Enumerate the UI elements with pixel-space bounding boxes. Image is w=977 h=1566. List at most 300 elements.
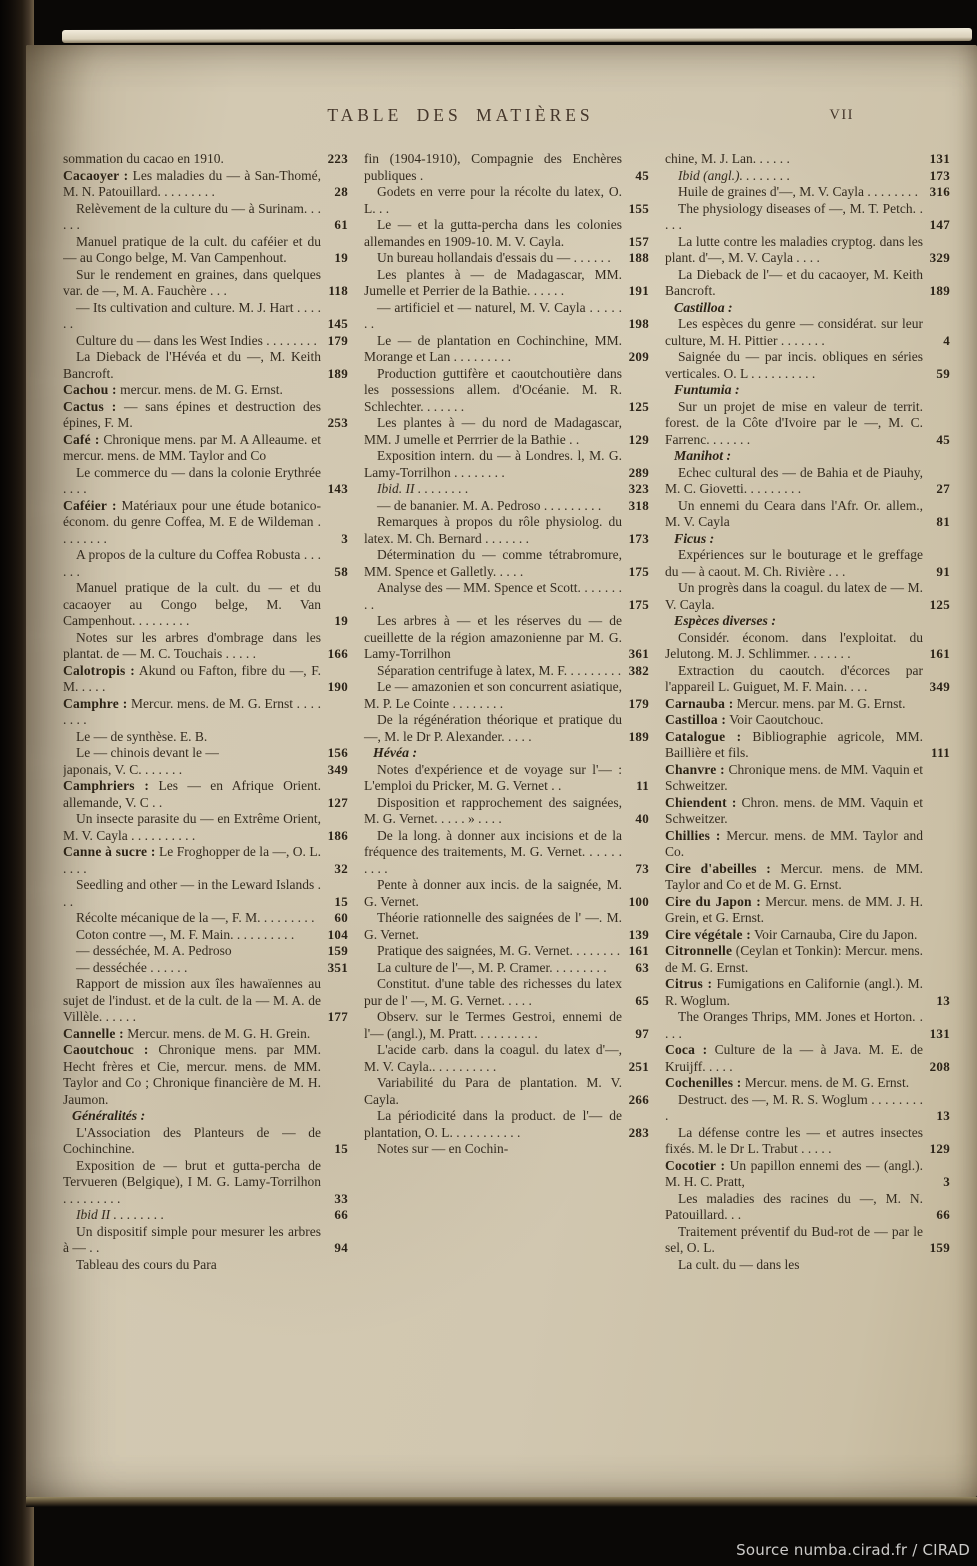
toc-entry-page-number: 188	[628, 250, 649, 265]
toc-entry	[364, 795, 649, 828]
toc-entry-page-number: 156	[327, 745, 348, 760]
toc-entry-text: Mercur. mens. de M. G. Ernst . . . . . . . .	[63, 695, 322, 727]
toc-entry	[364, 679, 649, 712]
toc-entry	[63, 1042, 348, 1108]
toc-entry-page-number: 33	[334, 1190, 348, 1206]
toc-entry-text: Exposition de — brut et gutta-percha de Tervueren (Belgique), I M. G. Lamy-Torrilhon . . . . . . . . .	[63, 1157, 321, 1206]
toc-entry-text: Sur le rendement en graines, dans quelques var. de —, M. A. Fauchère . . .	[63, 266, 321, 298]
toc-entry-text: Les maladies du — à San-Thomé, M. N. Patouillard. . . . . . . . .	[63, 167, 321, 199]
toc-entry	[665, 1224, 950, 1257]
toc-entry-text: La Dieback de l'Hévéa et du —, M. Keith Bancroft.	[63, 349, 321, 381]
toc-entry-page-number: 323	[628, 481, 649, 496]
toc-entry-term: Cire végétale :	[665, 926, 751, 942]
toc-entry	[364, 481, 649, 498]
toc-entry-text: Fumigations en Californie (angl.). M. R. Woglum.	[665, 976, 923, 1008]
toc-entry-text: Sur un projet de mise en valeur de territ. forest. de la Côte d'Ivoire par le —, M. C. Farrenc. . . . . . .	[665, 398, 923, 447]
toc-entry-text: Ibid II . . . . . . . .	[76, 1207, 165, 1222]
toc-entry-text: Godets en verre pour la récolte du latex, O. L. . .	[364, 184, 622, 216]
toc-entry	[364, 877, 649, 910]
toc-entry-text: Pente à donner aux incis. de la saignée, M. G. Vernet.	[364, 877, 622, 909]
toc-entry-text: De la long. à donner aux incisions et de la fréquence des traitements, M. G. Vernet. . . . . . . . . .	[364, 827, 622, 876]
toc-entry-text: mercur. mens. de M. G. Ernst.	[116, 382, 283, 397]
toc-entry-page-number: 289	[628, 464, 649, 480]
toc-entry-text: Production guttifère et caoutchoutière dans les possessions allem. d'Océanie. M. R. Schlechter. . . . . . .	[364, 365, 622, 414]
toc-entry-text: Mercur. mens. par M. G. Ernst.	[733, 695, 906, 711]
toc-entry-text: La cult. du — dans les	[678, 1256, 800, 1272]
toc-entry-page-number: 15	[334, 893, 348, 909]
toc-entry-page-number: 186	[327, 827, 348, 843]
toc-entry	[665, 1042, 950, 1075]
toc-entry-term: Caféier :	[63, 497, 117, 513]
toc-column-2	[364, 151, 649, 1401]
toc-entry	[665, 1092, 950, 1125]
toc-entry-text: Théorie rationnelle des saignées de l' —. M. G. Vernet.	[364, 910, 622, 942]
toc-entry-text: Le — de synthèse. E. B.	[76, 728, 208, 744]
toc-entry-text: Huile de graines d'—, M. V. Cayla . . . . . . . .	[678, 184, 919, 199]
toc-entry	[63, 927, 348, 944]
toc-entry	[364, 1075, 649, 1108]
toc-entry	[364, 910, 649, 943]
toc-entry-page-number: 329	[929, 250, 950, 265]
toc-entry	[63, 1257, 348, 1274]
toc-entry-page-number: 190	[327, 679, 348, 694]
toc-entry-text: Coton contre —, M. F. Main. . . . . . . . . .	[76, 926, 295, 942]
toc-entry-text: Le commerce du — dans la colonie Erythrée . . . .	[63, 464, 321, 496]
toc-entry	[63, 663, 348, 696]
toc-entry-page-number: 125	[929, 596, 950, 612]
toc-entry-text: Funtumia :	[674, 382, 740, 397]
toc-entry-text: Expériences sur le bouturage et le greffage du — à caout. M. Ch. Rivière . . .	[665, 547, 923, 579]
page-title: TABLE DES MATIÈRES	[327, 105, 594, 125]
page-bottom-edge	[26, 1497, 977, 1507]
toc-entry-text: Récolte mécanique de la —, F. M. . . . . . . . .	[76, 910, 315, 925]
toc-entry	[63, 234, 348, 267]
toc-entry	[665, 267, 950, 300]
toc-entry-page-number: 179	[327, 332, 348, 348]
toc-entry-page-number: 4	[943, 332, 950, 348]
toc-entry	[63, 943, 348, 960]
toc-entry-page-number: 65	[635, 992, 649, 1008]
toc-entry	[665, 976, 950, 1009]
toc-entry-page-number: 253	[327, 415, 348, 430]
toc-entry-page-number: 173	[929, 167, 950, 183]
toc-entry	[665, 201, 950, 234]
toc-entry	[364, 514, 649, 547]
toc-entry-text: Généralités :	[72, 1108, 146, 1123]
toc-section-heading	[665, 300, 950, 317]
toc-entry-text: Relèvement de la culture du — à Surinam. . . . . .	[63, 200, 321, 232]
toc-entry-term: Canne à sucre :	[63, 844, 156, 859]
toc-entry-text: (Ceylan et Tonkin): Mercur. mens. de M. G. Ernst.	[665, 943, 923, 975]
toc-entry-page-number: 208	[929, 1058, 950, 1074]
toc-entry-page-number: 59	[936, 365, 950, 381]
toc-entry	[665, 1191, 950, 1224]
toc-entry-text: Variabilité du Para de plantation. M. V. Cayla.	[364, 1075, 622, 1107]
toc-entry	[665, 1075, 950, 1092]
toc-entry-text: Ibid (angl.). . . . . . . .	[678, 167, 791, 183]
toc-entry	[364, 333, 649, 366]
toc-entry-page-number: 28	[334, 184, 348, 199]
toc-entry	[665, 828, 950, 861]
toc-entry-text: Notes sur — en Cochin-	[377, 1141, 509, 1156]
toc-entry	[63, 844, 348, 877]
toc-section-heading	[63, 1108, 348, 1125]
toc-entry-text: Mercur. mens. de M. G. H. Grein.	[123, 1025, 311, 1041]
toc-entry-page-number: 161	[628, 943, 649, 958]
toc-entry-text: Notes sur les arbres d'ombrage dans les plantat. de — M. C. Touchais . . . . .	[63, 629, 321, 661]
toc-entry	[63, 1125, 348, 1158]
toc-entry-page-number: 351	[327, 959, 348, 975]
toc-entry-text: Culture de la — à Java. M. E. de Kruijff. . . . .	[665, 1042, 924, 1074]
toc-entry	[364, 250, 649, 267]
toc-entry-text: Castilloa :	[674, 299, 733, 315]
toc-entry	[63, 696, 348, 729]
toc-entry-text: Mercur. mens. de M. G. Ernst.	[741, 1075, 910, 1090]
toc-entry-page-number: 139	[628, 926, 649, 942]
toc-entry-text: chine, M. J. Lan. . . . . .	[665, 151, 790, 166]
toc-entry	[364, 943, 649, 960]
toc-entry-text: Extraction du caoutch. d'écorces par l'appareil L. Guiguet, M. F. Main. . . .	[665, 662, 923, 694]
toc-entry-page-number: 349	[327, 761, 348, 777]
toc-entry-page-number: 91	[936, 563, 950, 579]
toc-entry-text: Un bureau hollandais d'essais du — . . . . . .	[377, 250, 611, 265]
toc-entry-page-number: 40	[635, 811, 649, 826]
toc-entry	[364, 1108, 649, 1141]
toc-entry-page-number: 191	[628, 283, 649, 298]
toc-entry	[665, 696, 950, 713]
toc-entry-page-number: 73	[635, 860, 649, 876]
toc-entry	[665, 795, 950, 828]
toc-entry-page-number: 66	[334, 1207, 348, 1222]
toc-entry-page-number: 129	[929, 1141, 950, 1156]
toc-entry-term: Chanvre :	[665, 761, 725, 777]
toc-entry	[63, 630, 348, 663]
toc-entry	[63, 432, 348, 465]
toc-entry-term: Camphriers :	[63, 778, 150, 793]
toc-entry-text: La lutte contre les maladies cryptog. dans les plant. d'—, M. V. Cayla . . . .	[665, 233, 923, 265]
toc-entry-page-number: 3	[341, 530, 348, 546]
toc-entry-text: Observ. sur le Termes Gestroi, ennemi de l'— (angl.), M. Pratt. . . . . . . . . .	[364, 1009, 622, 1041]
toc-entry-page-number: 161	[929, 646, 950, 661]
toc-entry	[364, 184, 649, 217]
toc-entry	[63, 465, 348, 498]
toc-entry-page-number: 251	[628, 1058, 649, 1074]
toc-entry-page-number: 63	[635, 959, 649, 975]
toc-entry-page-number: 159	[327, 943, 348, 958]
toc-entry-page-number: 361	[628, 646, 649, 661]
toc-entry-text: Un papillon ennemi des — (angl.). M. H. C. Pratt,	[665, 1157, 923, 1189]
toc-entry-text: Voir Caoutchouc.	[726, 712, 824, 727]
toc-entry-page-number: 19	[334, 250, 348, 265]
toc-entry	[364, 1042, 649, 1075]
toc-column-1	[63, 151, 348, 1401]
toc-entry-text: Echec cultural des — de Bahia et de Piauhy, M. C. Giovetti. . . . . . . . .	[665, 464, 923, 496]
toc-entry-text: Notes d'expérience et de voyage sur l'— : L'emploi du Pricker, M. G. Vernet . .	[364, 761, 622, 793]
toc-entry-page-number: 198	[628, 316, 649, 331]
toc-entry	[665, 927, 950, 944]
toc-entry-page-number: 45	[635, 167, 649, 183]
toc-entry-page-number: 349	[929, 679, 950, 694]
toc-entry-text: Les — en Afrique Orient. allemande, V. C . .	[63, 778, 321, 810]
toc-entry-term: Catalogue :	[665, 728, 742, 744]
toc-entry	[665, 894, 950, 927]
toc-entry-page-number: 189	[929, 283, 950, 298]
toc-entry-term: Cachou :	[63, 382, 117, 397]
toc-entry	[665, 349, 950, 382]
toc-entry-text: Un ennemi du Ceara dans l'Afr. Or. allem., M. V. Cayla	[665, 497, 923, 529]
toc-entry-text: The Oranges Thrips, MM. Jones et Horton. . . . .	[665, 1009, 923, 1041]
toc-entry	[665, 547, 950, 580]
toc-entry	[63, 778, 348, 811]
toc-entry	[63, 151, 348, 168]
toc-entry	[364, 498, 649, 515]
toc-entry-term: Cochenilles :	[665, 1075, 742, 1090]
toc-entry-text: — de bananier. M. A. Pedroso . . . . . . . . .	[377, 497, 602, 513]
toc-entry-page-number: 60	[334, 910, 348, 925]
toc-entry-page-number: 127	[327, 794, 348, 810]
toc-entry-text: Mercur. mens. de MM. Taylor and Co et de M. G. Ernst.	[665, 860, 923, 892]
toc-entry-text: Un insecte parasite du — en Extrême Orient, M. V. Cayla . . . . . . . . . .	[63, 811, 321, 843]
toc-entry-page-number: 173	[628, 530, 649, 546]
toc-entry-text: A propos de la culture du Coffea Robusta . . . . . .	[63, 547, 321, 579]
toc-entry-term: Camphre :	[63, 695, 128, 711]
toc-entry	[63, 267, 348, 300]
toc-entry	[63, 910, 348, 927]
toc-section-heading	[665, 448, 950, 465]
toc-entry-text: La Dieback de l'— et du cacaoyer, M. Keith Bancroft.	[665, 266, 923, 298]
toc-entry	[63, 333, 348, 350]
toc-entry-text: Remarques à propos du rôle physiolog. du latex. M. Ch. Bernard . . . . . . .	[364, 514, 622, 546]
toc-entry	[364, 828, 649, 878]
toc-entry-text: Rapport de mission aux îles hawaïennes au sujet de l'indust. et de la cult. de la — M. A. de Villèle. . . . . .	[63, 976, 321, 1024]
toc-entry	[364, 1141, 649, 1158]
toc-entry	[63, 382, 348, 399]
toc-entry	[63, 1207, 348, 1224]
toc-entry-page-number: 175	[628, 563, 649, 579]
toc-entry-page-number: 11	[636, 778, 649, 793]
toc-entry-text: Le — de plantation en Cochinchine, MM. Morange et Lan . . . . . . . . .	[364, 332, 622, 364]
toc-entry	[665, 580, 950, 613]
toc-entry-text: Saignée du — par incis. obliques en séries verticales. O. L . . . . . . . . . .	[665, 349, 923, 381]
source-credit: Source numba.cirad.fr / CIRAD	[736, 1541, 970, 1559]
toc-entry-term: Caoutchouc :	[63, 1042, 149, 1057]
toc-entry	[364, 663, 649, 680]
toc-entry-page-number: 209	[628, 349, 649, 364]
toc-entry	[665, 1158, 950, 1191]
toc-entry	[63, 1158, 348, 1208]
toc-entry-page-number: 143	[327, 481, 348, 496]
toc-entry-text: Les plantes à — du nord de Madagascar, MM. J umelle et Perrrier de la Bathie . .	[364, 415, 622, 447]
page-content	[26, 45, 977, 1401]
toc-entry-page-number: 27	[936, 481, 950, 496]
toc-entry-page-number: 118	[328, 283, 348, 298]
toc-entry-text: — desséchée, M. A. Pedroso	[76, 943, 232, 958]
toc-entry	[665, 184, 950, 201]
toc-entry-page-number: 45	[936, 431, 950, 447]
toc-entry	[63, 729, 348, 746]
toc-entry-text: Séparation centrifuge à latex, M. F. . . . . . . . .	[377, 662, 622, 678]
toc-entry	[63, 201, 348, 234]
toc-entry-page-number: 61	[334, 217, 348, 232]
toc-entry-text: Ibid. II . . . . . . . .	[377, 481, 469, 496]
toc-entry	[665, 465, 950, 498]
toc-entry-page-number: 129	[628, 431, 649, 447]
toc-entry-text: Chron. mens. de MM. Vaquin et Schweitzer.	[665, 794, 923, 826]
toc-entry-page-number: 81	[936, 514, 950, 529]
toc-entry-text: — artificiel et — naturel, M. V. Cayla . . . . . . .	[364, 299, 622, 331]
toc-entry-text: Tableau des cours du Para	[76, 1256, 217, 1272]
toc-entry	[364, 762, 649, 795]
toc-entry-text: Les arbres à — et les réserves du — de cueillette de la région amazonienne par M. G. Lamy-Torrilhon	[364, 613, 622, 661]
toc-entry-page-number: 223	[327, 151, 348, 166]
folio-number: VII	[829, 107, 854, 123]
toc-entry	[665, 729, 950, 762]
toc-entry-text: Détermination du — comme tétrabromure, MM. Spence et Galletly. . . . .	[364, 547, 622, 579]
toc-entry-text: Constitut. d'une table des richesses du latex pur de l' —, M. G. Vernet. . . . .	[364, 976, 622, 1008]
toc-entry	[63, 498, 348, 548]
toc-entry-page-number: 104	[327, 926, 348, 942]
toc-entry-page-number: 3	[943, 1174, 950, 1189]
toc-entry-text: Voir Carnauba, Cire du Japon.	[750, 926, 918, 942]
toc-entry-text: Manuel pratique de la cult. du caféier et du — au Congo belge, M. Van Campenhout.	[63, 233, 321, 265]
toc-entry	[63, 168, 348, 201]
toc-entry	[364, 960, 649, 977]
toc-entry-text: Le — et la gutta-percha dans les colonies allemandes en 1909-10. M. V. Cayla.	[364, 217, 622, 249]
toc-entry-text: Akund ou Fafton, fibre du —, F. M. . . . .	[63, 662, 321, 694]
toc-entry-text: Manihot :	[674, 448, 732, 463]
toc-entry-term: Chiendent :	[665, 794, 737, 810]
toc-entry-page-number: 316	[929, 184, 950, 199]
toc-entry	[63, 877, 348, 910]
toc-entry-text: japonais, V. C. . . . . . .	[63, 761, 183, 777]
toc-entry-text: Le — chinois devant le —	[76, 745, 219, 760]
toc-entry-page-number: 189	[628, 728, 649, 744]
toc-entry-page-number: 131	[929, 151, 950, 166]
toc-entry-text: La culture de l'—, M. P. Cramer. . . . . . . . .	[377, 959, 607, 975]
toc-entry-text: Manuel pratique de la cult. du — et du cacaoyer au Congo belge, M. Van Campenhout. . . . . . . . .	[63, 580, 321, 628]
toc-entry-text: Considér. économ. dans l'exploitat. du Jelutong. M. J. Schlimmer. . . . . . .	[665, 629, 923, 661]
toc-entry-term: Castilloa :	[665, 712, 727, 727]
toc-entry-page-number: 147	[929, 217, 950, 232]
toc-entry-page-number: 111	[931, 745, 950, 760]
toc-entry-text: La périodicité dans la product. de l'— de plantation, O. L. . . . . . . . . . .	[364, 1108, 622, 1140]
toc-entry-page-number: 283	[628, 1124, 649, 1140]
toc-entry-text: Chronique mens. de MM. Vaquin et Schweitzer.	[665, 761, 923, 793]
toc-entry	[665, 234, 950, 267]
toc-entry-text: The physiology diseases of —, M. T. Petch. . . . .	[665, 200, 923, 232]
toc-entry-text: Culture du — dans les West Indies . . . . . . . .	[76, 332, 317, 348]
toc-entry-text: De la régénération théorique et pratique du —, M. le Dr P. Alexander. . . . .	[364, 712, 622, 744]
toc-entry-page-number: 131	[929, 1025, 950, 1041]
toc-entry	[364, 448, 649, 481]
book-page	[26, 45, 977, 1497]
toc-entry-page-number: 318	[628, 497, 649, 513]
toc-entry	[364, 151, 649, 184]
toc-entry-text: Traitement préventif du Bud-rot de — par le sel, O. L.	[665, 1223, 923, 1255]
toc-entry-term: Cire d'abeilles :	[665, 860, 771, 876]
toc-entry	[364, 267, 649, 300]
toc-entry-text: Seedling and other — in the Leward Islands . . .	[63, 877, 321, 909]
toc-entry	[665, 1125, 950, 1158]
toc-column-3	[665, 151, 950, 1401]
toc-entry	[63, 976, 348, 1026]
toc-entry-term: Carnauba :	[665, 695, 734, 711]
toc-entry	[665, 151, 950, 168]
toc-entry-term: Citronnelle	[665, 943, 733, 958]
toc-entry-page-number: 166	[327, 646, 348, 661]
toc-entry-page-number: 175	[628, 596, 649, 612]
toc-entry	[63, 300, 348, 333]
toc-entry-page-number: 66	[936, 1207, 950, 1222]
toc-section-heading	[665, 382, 950, 399]
toc-entry	[63, 547, 348, 580]
toc-entry	[665, 399, 950, 449]
toc-entry	[665, 498, 950, 531]
toc-entry	[665, 762, 950, 795]
toc-entry-text: Pratique des saignées, M. G. Vernet. . . . . . . .	[377, 943, 621, 958]
toc-entry-text: Chronique mens. par MM. Hecht frères et Cie, mercur. mens. de MM. Taylor and Co ; Chronique financière de M. H. Jaumon.	[63, 1042, 321, 1107]
toc-entry	[364, 217, 649, 250]
toc-entry-page-number: 94	[334, 1240, 348, 1255]
toc-entry-page-number: 159	[929, 1240, 950, 1255]
toc-entry-text: Bibliographie agricole, MM. Baillière et fils.	[665, 728, 923, 760]
toc-section-heading	[364, 745, 649, 762]
toc-entry-text: Disposition et rapprochement des saignées, M. G. Vernet. . . . . » . . . .	[364, 794, 622, 826]
toc-entry-text: — Its cultivation and culture. M. J. Hart . . . . . .	[63, 299, 321, 331]
toc-entry-text: L'acide carb. dans la coagul. du latex d'—, M. V. Cayla.. . . . . . . . . .	[364, 1042, 622, 1074]
toc-entry-page-number: 19	[334, 613, 348, 628]
toc-section-heading	[665, 613, 950, 630]
toc-entry-text: Mercur. mens. de MM. J. H. Grein, et G. Ernst.	[665, 893, 923, 925]
toc-entry-page-number: 157	[628, 233, 649, 249]
toc-entry	[665, 861, 950, 894]
toc-entry-term: Citrus :	[665, 976, 713, 991]
toc-entry	[63, 762, 348, 779]
toc-entry	[364, 415, 649, 448]
toc-entry-text: Destruct. des —, M. R. S. Woglum . . . . . . . . .	[665, 1091, 923, 1123]
toc-entry-text: L'Association des Planteurs de — de Cochinchine.	[63, 1124, 321, 1156]
toc-entry-text: Matériaux pour une étude botanico-économ. du genre Coffea, M. E de Wildeman . . . . . . . .	[63, 497, 321, 546]
toc-entry-term: Coca :	[665, 1042, 708, 1057]
toc-entry-text: Les maladies des racines du —, M. N. Patouillard. . .	[665, 1190, 923, 1222]
toc-entry-page-number: 58	[334, 563, 348, 579]
toc-entry	[364, 712, 649, 745]
toc-entry-text: — sans épines et destruction des épines, F. M.	[63, 398, 321, 430]
toc-entry	[665, 630, 950, 663]
toc-entry-page-number: 100	[628, 893, 649, 909]
toc-entry-text: Le — amazonien et son concurrent asiatique, M. P. Le Cointe . . . . . . . .	[364, 679, 622, 711]
toc-entry	[665, 943, 950, 976]
toc-entry	[364, 1009, 649, 1042]
toc-entry	[63, 580, 348, 630]
toc-entry	[665, 663, 950, 696]
page-top-edge	[62, 28, 972, 43]
toc-entry	[665, 712, 950, 729]
toc-entry-term: Cannelle :	[63, 1025, 124, 1041]
toc-entry-text: Mercur. mens. de MM. Taylor and Co.	[665, 827, 923, 859]
toc-entry-text: Espèces diverses :	[674, 613, 776, 628]
toc-entry-term: Cacaoyer :	[63, 167, 129, 183]
toc-entry-page-number: 13	[936, 992, 950, 1008]
toc-entry-term: Cocotier :	[665, 1157, 726, 1173]
toc-entry	[364, 976, 649, 1009]
toc-section-heading	[665, 531, 950, 548]
toc-entry	[665, 1257, 950, 1274]
toc-entry-page-number: 189	[327, 365, 348, 381]
toc-entry-text: Analyse des — MM. Spence et Scott. . . . . . . . .	[364, 580, 622, 612]
toc-entry	[665, 1009, 950, 1042]
toc-entry-page-number: 32	[334, 860, 348, 876]
